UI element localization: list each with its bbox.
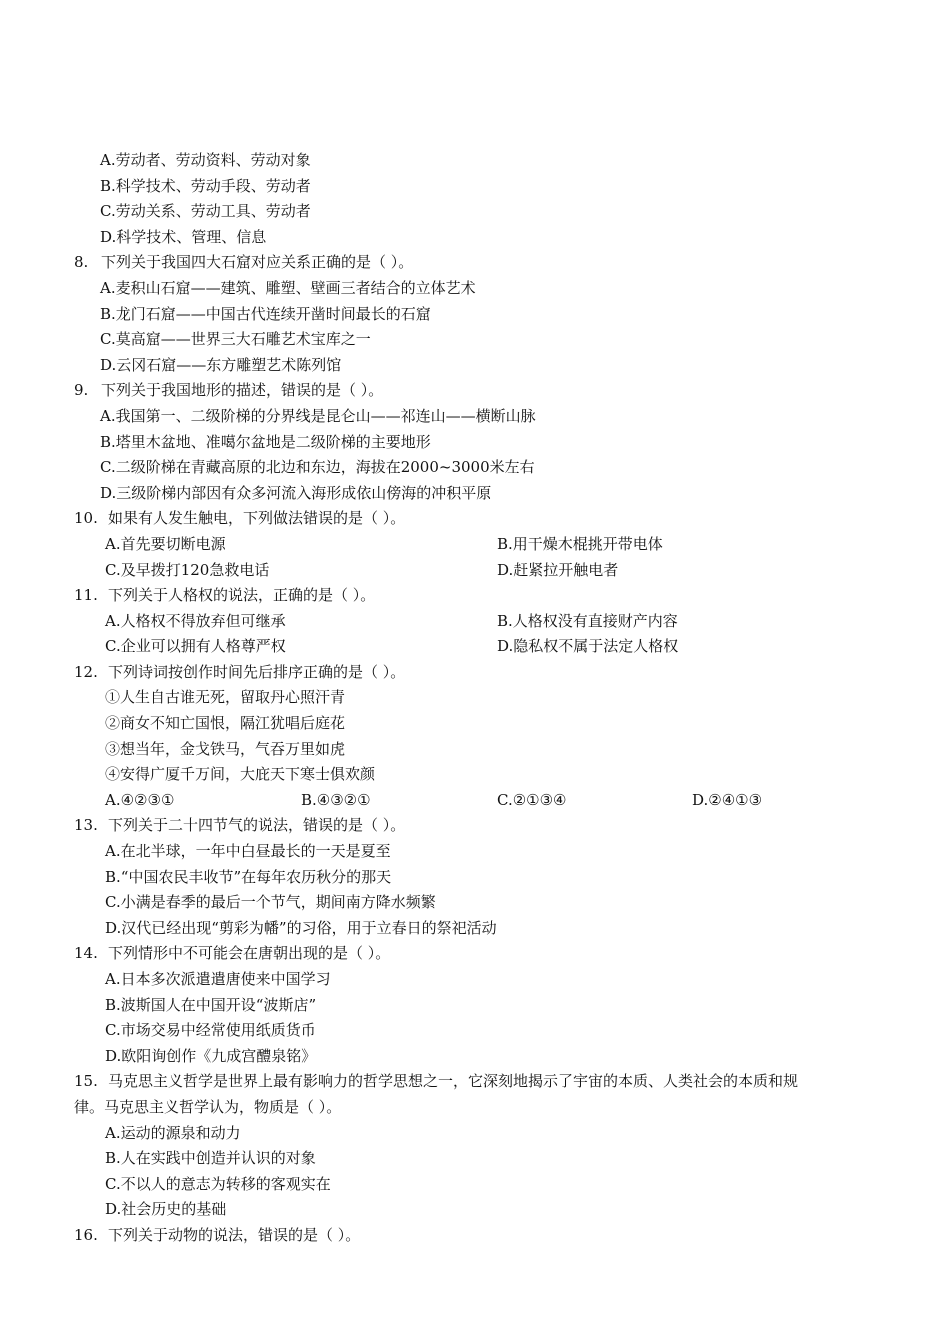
- q14-text: 下列情形中不可能会在唐朝出现的是（ ）。: [108, 944, 391, 963]
- q9-number: 9.: [74, 381, 89, 400]
- q15-stem: [0, 1069, 950, 1095]
- q9-option-b: B.塔里木盆地、准噶尔盆地是二级阶梯的主要地形: [100, 432, 431, 451]
- q15-text-line2: 律。马克思主义哲学认为，物质是（ ）。: [74, 1097, 342, 1116]
- q11-option-a: A.人格权不得放弃但可继承: [105, 611, 286, 630]
- q10-option-b: B.用干燥木棍挑开带电体: [497, 534, 663, 553]
- q13-option-c: C.小满是春季的最后一个节气，期间南方降水频繁: [105, 893, 436, 912]
- q12-number: 12.: [74, 662, 98, 681]
- q7-option-c: C.劳动关系、劳动工具、劳动者: [100, 202, 311, 221]
- q11-options-row1: [0, 609, 950, 635]
- q10-option-a: A.首先要切断电源: [105, 534, 226, 553]
- q9-option-a: A.我国第一、二级阶梯的分界线是昆仑山——祁连山——横断山脉: [100, 406, 536, 425]
- q7-option-a: A.劳动者、劳动资料、劳动对象: [100, 151, 311, 169]
- q12-item-1: ①人生自古谁无死，留取丹心照汗青: [105, 688, 346, 707]
- q10-options-row1: [0, 532, 950, 558]
- q14-number: 14.: [74, 944, 98, 963]
- q14-option-a: A.日本多次派遣遣唐使来中国学习: [105, 970, 331, 988]
- q11-option-c: C.企业可以拥有人格尊严权: [105, 637, 286, 656]
- q9-option-d: D.三级阶梯内部因有众多河流入海形成依山傍海的冲积平原: [100, 483, 492, 502]
- q11-stem: [0, 583, 950, 609]
- q12-item-3: ③想当年，金戈铁马，气吞万里如虎: [105, 739, 346, 758]
- q12-option-d: D.②④①③: [692, 790, 763, 809]
- q9-option-c: C.二级阶梯在青藏高原的北边和东边，海拔在2000~3000米左右: [100, 458, 535, 477]
- q10-options-row2: [0, 558, 950, 584]
- q11-options-row2: [0, 634, 950, 660]
- q15-option-a: A.运动的源泉和动力: [105, 1123, 241, 1142]
- q8-option-a: A.麦积山石窟——建筑、雕塑、壁画三者结合的立体艺术: [100, 278, 476, 297]
- q15-number: 15.: [74, 1072, 98, 1091]
- q16-stem: [0, 1223, 950, 1249]
- q12-option-c: C.②①③④: [497, 790, 567, 809]
- q12-item-2: ②商女不知亡国恨，隔江犹唱后庭花: [105, 714, 346, 733]
- q15-option-c: C.不以人的意志为转移的客观实在: [105, 1174, 331, 1193]
- q11-text: 下列关于人格权的说法，正确的是（ ）。: [108, 586, 376, 605]
- q11-number: 11.: [74, 586, 98, 605]
- q10-stem: [0, 506, 950, 532]
- q15-text-line1: 马克思主义哲学是世界上最有影响力的哲学思想之一，它深刻地揭示了宇宙的本质、人类社会的本质和规: [108, 1072, 799, 1091]
- q12-stem: [0, 660, 950, 686]
- q7-option-b: B.科学技术、劳动手段、劳动者: [100, 176, 311, 195]
- q8-text: 下列关于我国四大石窟对应关系正确的是（ ）。: [101, 253, 414, 272]
- q9-stem: [0, 378, 950, 404]
- q13-text: 下列关于二十四节气的说法，错误的是（ ）。: [108, 816, 406, 835]
- q13-option-a: A.在北半球，一年中白昼最长的一天是夏至: [105, 842, 391, 861]
- q12-item-4: ④安得广厦千万间，大庇天下寒士俱欢颜: [105, 765, 376, 784]
- q11-option-d: D.隐私权不属于法定人格权: [497, 637, 679, 656]
- q13-stem: [0, 813, 950, 839]
- q13-option-b: B.“中国农民丰收节”在每年农历秋分的那天: [105, 867, 392, 886]
- q15-option-b: B.人在实践中创造并认识的对象: [105, 1149, 316, 1168]
- q10-option-d: D.赶紧拉开触电者: [497, 560, 619, 579]
- q12-option-a: A.④②③①: [105, 790, 175, 809]
- q16-number: 16.: [74, 1225, 98, 1244]
- q7-option-d: D.科学技术、管理、信息: [100, 227, 267, 246]
- q13-option-d: D.汉代已经出现“剪彩为幡”的习俗，用于立春日的祭祀活动: [105, 918, 497, 937]
- q15-option-d: D.社会历史的基础: [105, 1200, 227, 1219]
- q16-text: 下列关于动物的说法，错误的是（ ）。: [108, 1225, 361, 1244]
- q10-number: 10.: [74, 509, 98, 528]
- q12-option-b: B.④③②①: [301, 790, 371, 809]
- exam-page: [0, 148, 950, 1249]
- q12-options-row: [0, 788, 950, 814]
- q9-text: 下列关于我国地形的描述，错误的是（ ）。: [101, 381, 384, 400]
- q13-number: 13.: [74, 816, 98, 835]
- q8-option-b: B.龙门石窟——中国古代连续开凿时间最长的石窟: [100, 304, 431, 323]
- q14-option-d: D.欧阳询创作《九成宫醴泉铭》: [105, 1046, 317, 1065]
- q11-option-b: B.人格权没有直接财产内容: [497, 611, 678, 630]
- q8-option-d: D.云冈石窟——东方雕塑艺术陈列馆: [100, 355, 342, 374]
- q8-option-c: C.莫高窟——世界三大石雕艺术宝库之一: [100, 330, 371, 349]
- q14-option-b: B.波斯国人在中国开设“波斯店”: [105, 995, 317, 1014]
- q14-stem: [0, 941, 950, 967]
- q10-option-c: C.及早拨打120急救电话: [105, 560, 270, 579]
- q12-text: 下列诗词按创作时间先后排序正确的是（ ）。: [108, 662, 406, 681]
- q10-text: 如果有人发生触电，下列做法错误的是（ ）。: [108, 509, 406, 528]
- q8-stem: [0, 250, 950, 276]
- q8-number: 8.: [74, 253, 89, 272]
- q14-option-c: C.市场交易中经常使用纸质货币: [105, 1021, 316, 1040]
